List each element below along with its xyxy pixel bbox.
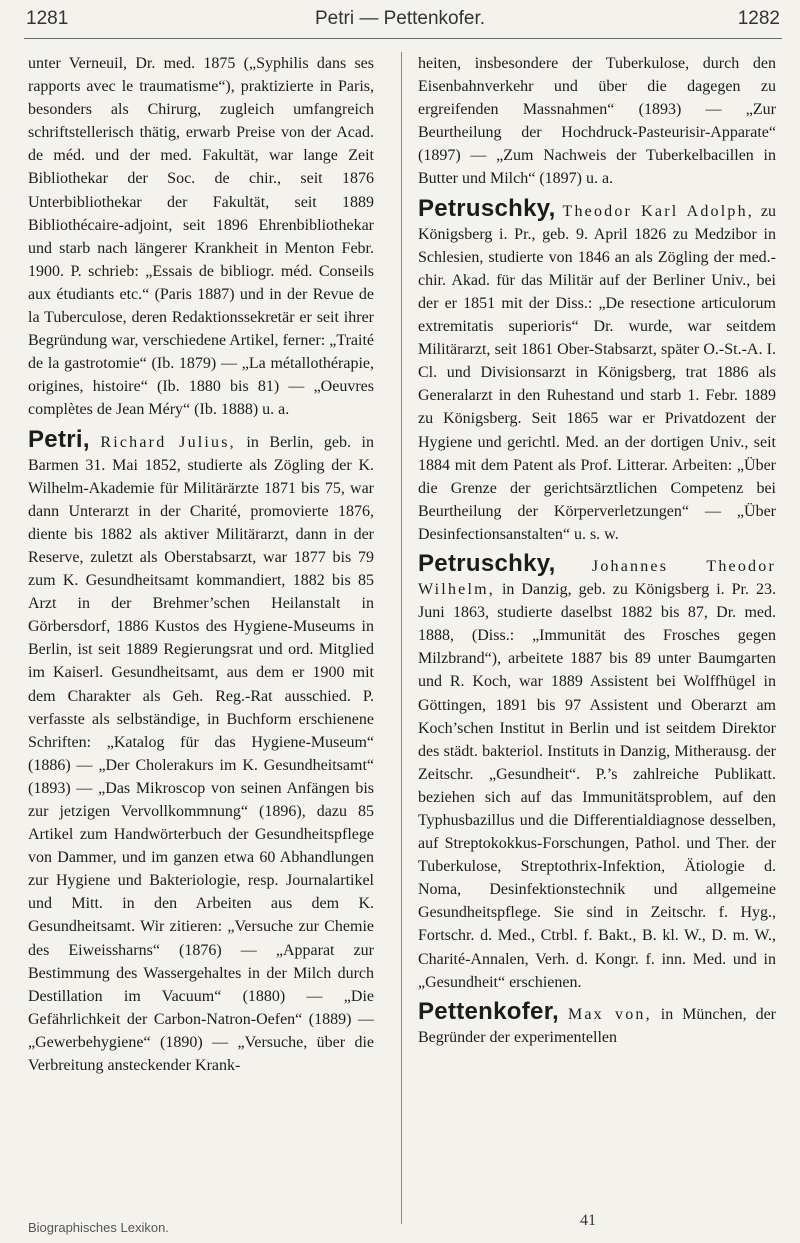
- entry-text: in Berlin, geb. in Barmen 31. Mai 1852, studierte als Zögling der K. Wilhelm-Akademie für Militärärzte 1871 bis 75, war dann Unterarzt in der Charité, promovierte 1876, diente bis 1882 als aktiver Militärarzt, dann in der Reserve, zuletzt als Oberstabsarzt, war 1877 bis 79 zum K. Gesundheitsamt kommandiert, 1882 bis 85 Arzt in der Brehmer’schen Heilanstalt in Görbersdorf, 1886 Kustos des Hygiene-Museums in Berlin, ist seit 1889 Regierungsrat und ord. Mitglied im Kaiserl. Gesundheitsamt, aus dem er 1900 mit dem Charakter als Geh. Reg.-Rat ausschied. P. verfasste als selbständige, in Buchform erschienene Schriften: „Katalog für das Hygiene-Museum“ (1886) — „Der Cholerakurs im K. Gesundheitsamt“ (1893) — „Das Mikroscop von seinen Anfängen bis zur jetzigen Vervollkommnung“ (1896), dazu 85 Artikel zum Handwörterbuch der Gesundheitspflege von Dammer, und im ganzen etwa 60 Abhandlungen zur Hygiene und Bakteriologie, resp. Journalartikel und Mitt. in den Arbeiten aus dem K. Gesundheitsamt. Wir zitieren: „Versuche zur Chemie des Eiweissharns“ (1876) — „Apparat zur Bestimmung des Wassergehaltes in der Milch durch Destillation im Vacuum“ (1880) — „Die Gefährlichkeit der Carbon-Natron-Oefen“ (1889) — „Gewerbehygiene“ (1890) — „Versuche, über die Verbreitung ansteckender Krank-: [28, 433, 374, 1075]
- column-divider: [401, 52, 402, 1224]
- entry-headword: Petri,: [28, 425, 90, 453]
- header-rule: [24, 38, 782, 39]
- entry-given-names: Max von,: [567, 1005, 652, 1023]
- entry-text: in München, der Begründer der experimentellen: [418, 1005, 776, 1046]
- entry-petri: [28, 425, 374, 1078]
- right-column: [418, 52, 776, 1049]
- entry-petruschky-theodor: [418, 194, 777, 546]
- entry-headword: Pettenkofer,: [418, 997, 559, 1025]
- entry-text: in Danzig, geb. zu Königsberg i. Pr. 23. Juni 1863, studierte daselbst 1882 bis 87, Dr. med. 1888, (Diss.: „Immunität des Frosches gegen Milzbrand“), arbeitete 1887 bis 89 unter Baumgarten und R. Koch, war 1889 Assistent bei Wolffhügel in Göttingen, 1891 bis 97 Assistent und Oberarzt am Koch’schen Institut in Berlin und ist seitdem Direktor des städt. bakteriol. Instituts in Danzig, Mitherausg. der Zeitschr. „Gesundheit“. P.’s zahlreiche Publikatt. beziehen sich auf das Immunitätsproblem, auf den Typhusbazillus und die Differentialdiagnose desselben, auf Streptokokkus-Forschungen, Pathol. und Ther. der Tuberkulose, Streptothrix-Infektion, Ätiologie d. Noma, Desinfektionstechnik und allgemeine Gesundheitspflege. Sie sind in Zeitschr. f. Hyg., Fortschr. d. Med., Ctrbl. f. Bakt., B. kl. W., D. m. W., Charité-Annalen, Verh. d. Kongr. f. inn. Med. und in „Gesundheit“ erschienen.: [418, 581, 777, 991]
- entry-pettenkofer: [418, 997, 776, 1049]
- page-number-right: 1282: [737, 8, 780, 29]
- entry-given-names: Theodor Karl Adolph,: [562, 202, 755, 220]
- footer-signature: Biographisches Lexikon.: [28, 1220, 169, 1235]
- entry-given-names: Johannes Theodor Wilhelm,: [418, 557, 776, 599]
- entry-petruschky-johannes: [418, 549, 777, 994]
- entry-headword: Petruschky,: [418, 194, 556, 222]
- entry-given-names: Richard Julius,: [100, 433, 236, 451]
- left-column: [28, 52, 374, 1077]
- signature-mark: 41: [580, 1212, 596, 1229]
- entry-text: zu Königsberg i. Pr., geb. 9. April 1826 zu Medzibor in Schlesien, studierte von 1846 an als Zögling der med.-chir. Akad. für das Militär auf der Berliner Univ., bei der er 1851 mit der Diss.: „De resectione articulorum extremitatis superioris“ Dr. wurde, war seitdem Militärarzt, seit 1861 Ober-Stabsarzt, später O.-St.-A. I. Cl. und Divisionsarzt in Königsberg, trat 1886 als Generalarzt in den Ruhestand und starb 1. Febr. 1889 zu Königsberg. Seit 1865 war er Privatdozent der Hygiene und gerichtl. Med. an der dortigen Univ., seit 1884 mit dem Patent als Prof. Litterar. Arbeiten: „Über die Grenze der gerichtsärztlichen Competenz bei Beurtheilung der Körperverletzungen“ — „Über Desinfectionsanstalten“ u. s. w.: [418, 202, 777, 543]
- running-header: [0, 0, 800, 38]
- paragraph-continued: unter Verneuil, Dr. med. 1875 („Syphilis dans ses rapports avec le traumatisme“), praktizierte in Paris, besonders als Chirurg, zugleich umfangreich schriftstellerisch thätig, erwarb Preise von der Acad. de méd. und der med. Fakultät, war lange Zeit Bibliothekar der Soc. de chir., seit 1876 Unterbibliothekar der Fakultät, seit 1889 Bibliothécaire-adjoint, seit 1896 Ehrenbibliothekar und starb nach längerer Krankheit in Menton Febr. 1900. P. schrieb: „Essais de bibliogr. méd. Conseils aux étudiants etc.“ (Paris 1887) und in der Revue de la Tuberculose, deren Redaktionssekretär er seit ihrer Begründung war, verschiedene Artikel, ferner: „Traité de la gastrotomie“ (Ib. 1879) — „La métallothérapie, origines, histoire“ (Ib. 1880 bis 81) — „Oeuvres complètes de Jean Méry“ (Ib. 1888) u. a.: [28, 55, 374, 419]
- page-number-left: 1281: [26, 8, 69, 29]
- entry-headword: Petruschky,: [418, 549, 556, 577]
- running-title: Petri — Pettenkofer.: [314, 8, 486, 29]
- paragraph-continued: heiten, insbesondere der Tuberkulose, durch den Eisenbahnverkehr und über die dagegen zu ergreifenden Massnahmen“ (1893) — „Zur Beurtheilung der Hochdruck-Pasteurisir-Apparate“ (1897) — „Zum Nachweis der Tuberkelbacillen in Butter und Milch“ (1897) u. a.: [418, 55, 776, 188]
